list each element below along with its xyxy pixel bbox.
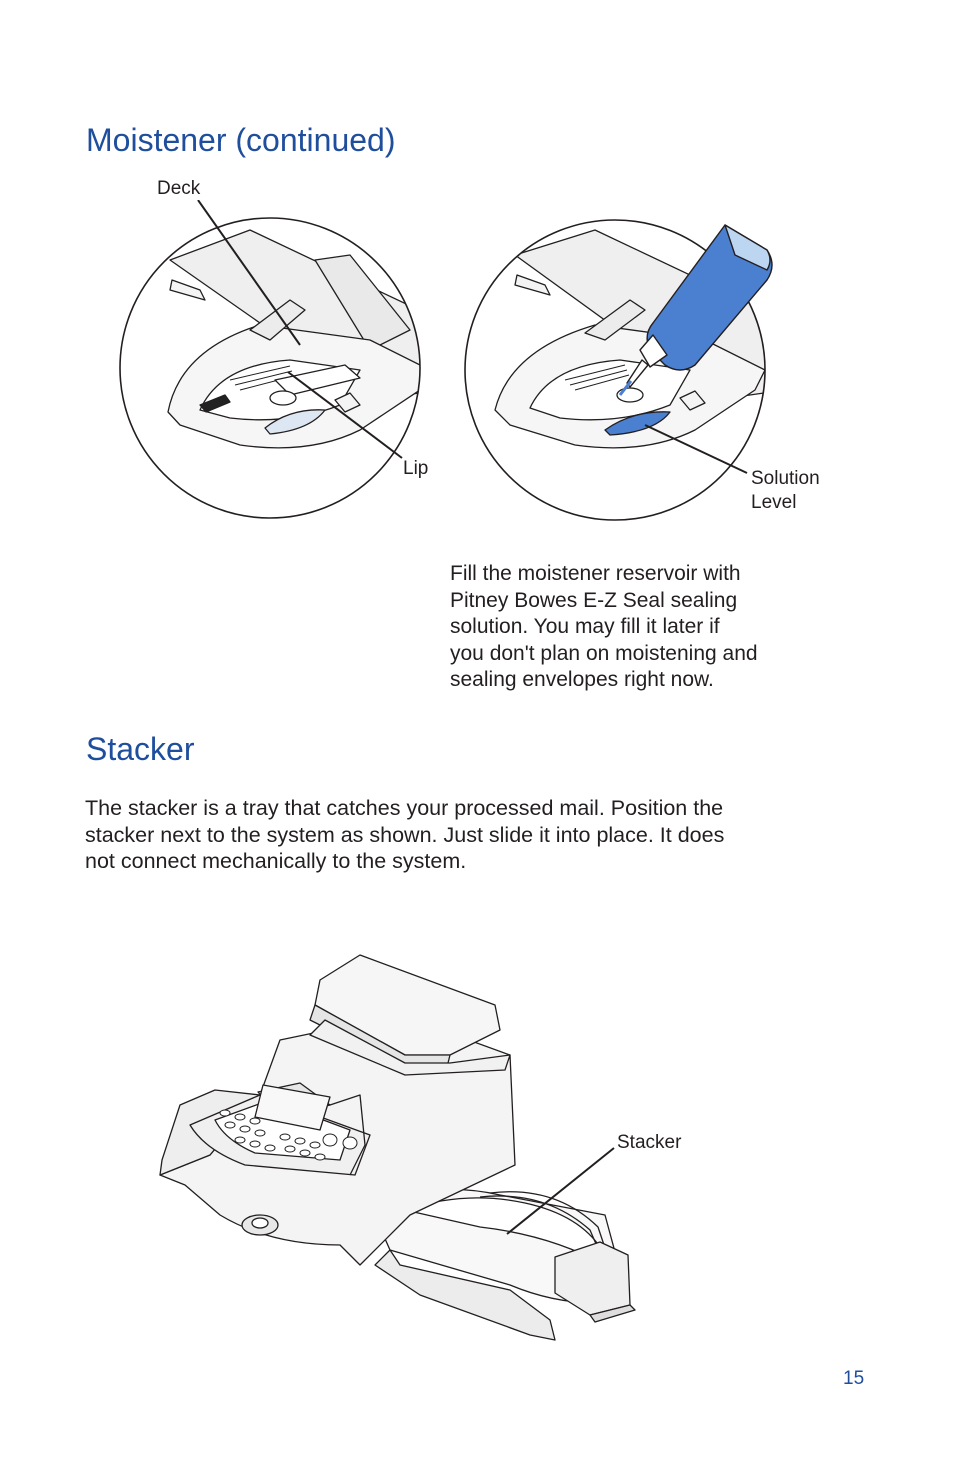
instruction-line: you don't plan on moistening and (450, 641, 758, 665)
instruction-line: solution. You may fill it later if (450, 615, 720, 638)
instruction-line: Fill the moistener reservoir with (450, 562, 741, 585)
deck-label: Deck (157, 178, 201, 199)
description-line: not connect mechanically to the system. (85, 849, 467, 873)
lip-label: Lip (403, 458, 429, 479)
solution-level-label-line1: Solution (751, 468, 820, 489)
moistener-heading: Moistener (continued) (86, 122, 396, 158)
description-line: The stacker is a tray that catches your processed mail. Position the (85, 796, 724, 820)
moistener-instruction (450, 561, 758, 694)
stacker-heading: Stacker (86, 731, 195, 767)
instruction-line: Pitney Bowes E-Z Seal sealing (450, 588, 738, 612)
moistener-deck-illustration (110, 200, 430, 525)
solution-level-label-line2: Level (751, 492, 797, 513)
page-number: 15 (843, 1368, 865, 1389)
stacker-description (85, 795, 724, 875)
instruction-line: sealing envelopes right now. (450, 668, 714, 691)
solution-fill-illustration (455, 215, 785, 525)
mailing-system-stacker-illustration (150, 945, 710, 1355)
stacker-label: Stacker (617, 1132, 682, 1153)
description-line: stacker next to the system as shown. Just slide it into place. It does (85, 822, 725, 847)
